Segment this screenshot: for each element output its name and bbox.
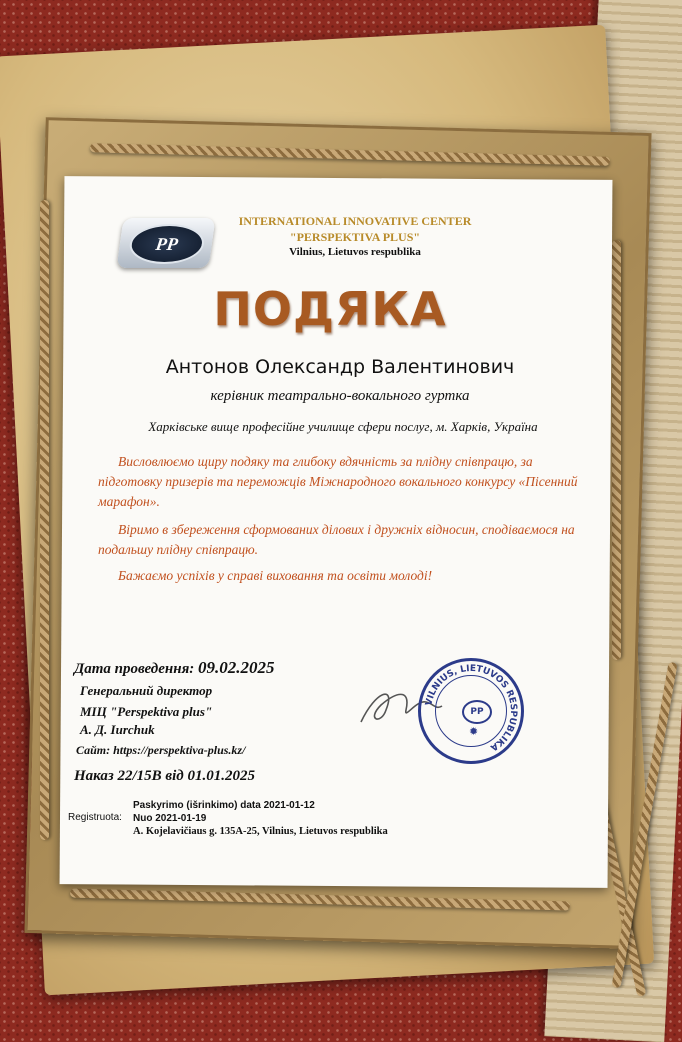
wishes-paragraph: Бажаємо успіхів у справі виховання та освіти молоді! [118, 568, 433, 583]
date-value: 09.02.2025 [198, 658, 275, 677]
org-name-line1: INTERNATIONAL INNOVATIVE CENTER [238, 214, 472, 228]
registration-date: Paskyrimo (išrinkimo) data 2021-01-12 [133, 800, 315, 811]
registration-address: A. Kojelavičiaus g. 135A-25, Vilnius, Lietuvos respublika [133, 826, 388, 837]
certificate-title: ПОДЯКА [213, 282, 447, 336]
logo-emblem: PP [127, 224, 207, 264]
org-location: Vilnius, Lietuvos respublika [289, 246, 421, 258]
org-short-name: МІЦ "Perspektiva plus" [80, 704, 213, 719]
stamp-inner-ring [435, 675, 507, 747]
institution-name: Харківське вище професійне училище сфери послуг, м. Харків, Україна [148, 419, 538, 434]
date-label: Дата проведення: [74, 661, 195, 677]
stamp-emblem: PP [462, 700, 492, 724]
gratitude-paragraph: Висловлюємо щиру подяку та глибоку вдячність за плідну співпрацю, за підготовку призерів та переможців Міжнародного вокального конкурсу «Пісенний марафон». [98, 454, 578, 509]
rope-left [40, 200, 49, 840]
relationship-paragraph: Віримо в збереження сформованих ділових і дружніх відносин, сподіваємося на подальшу плідну співпрацю. [98, 522, 575, 557]
official-stamp [418, 658, 524, 764]
website-link[interactable]: Сайт: https://perspektiva-plus.kz/ [76, 743, 246, 757]
logo [116, 218, 215, 268]
rope-right [612, 240, 621, 660]
order-number: Наказ 22/15В від 01.01.2025 [74, 768, 255, 784]
director-title: Генеральний директор [80, 683, 213, 698]
registration-number: Nuo 2021-01-19 [133, 813, 207, 824]
star-icon: ✹ [469, 726, 479, 738]
stamp-outer-text: VILNIUS, LIETUVOS RESPUBLIKA [424, 663, 519, 753]
event-date [74, 658, 275, 678]
org-name-line2: "PERSPEKTIVA PLUS" [289, 230, 421, 244]
recipient-role: керівник театрально-вокального гуртка [210, 388, 470, 404]
recipient-name: Антонов Олександр Валентинович [165, 356, 515, 378]
registration-label: Registruota: [68, 812, 122, 823]
director-name: А. Д. Iurchuk [80, 722, 155, 737]
